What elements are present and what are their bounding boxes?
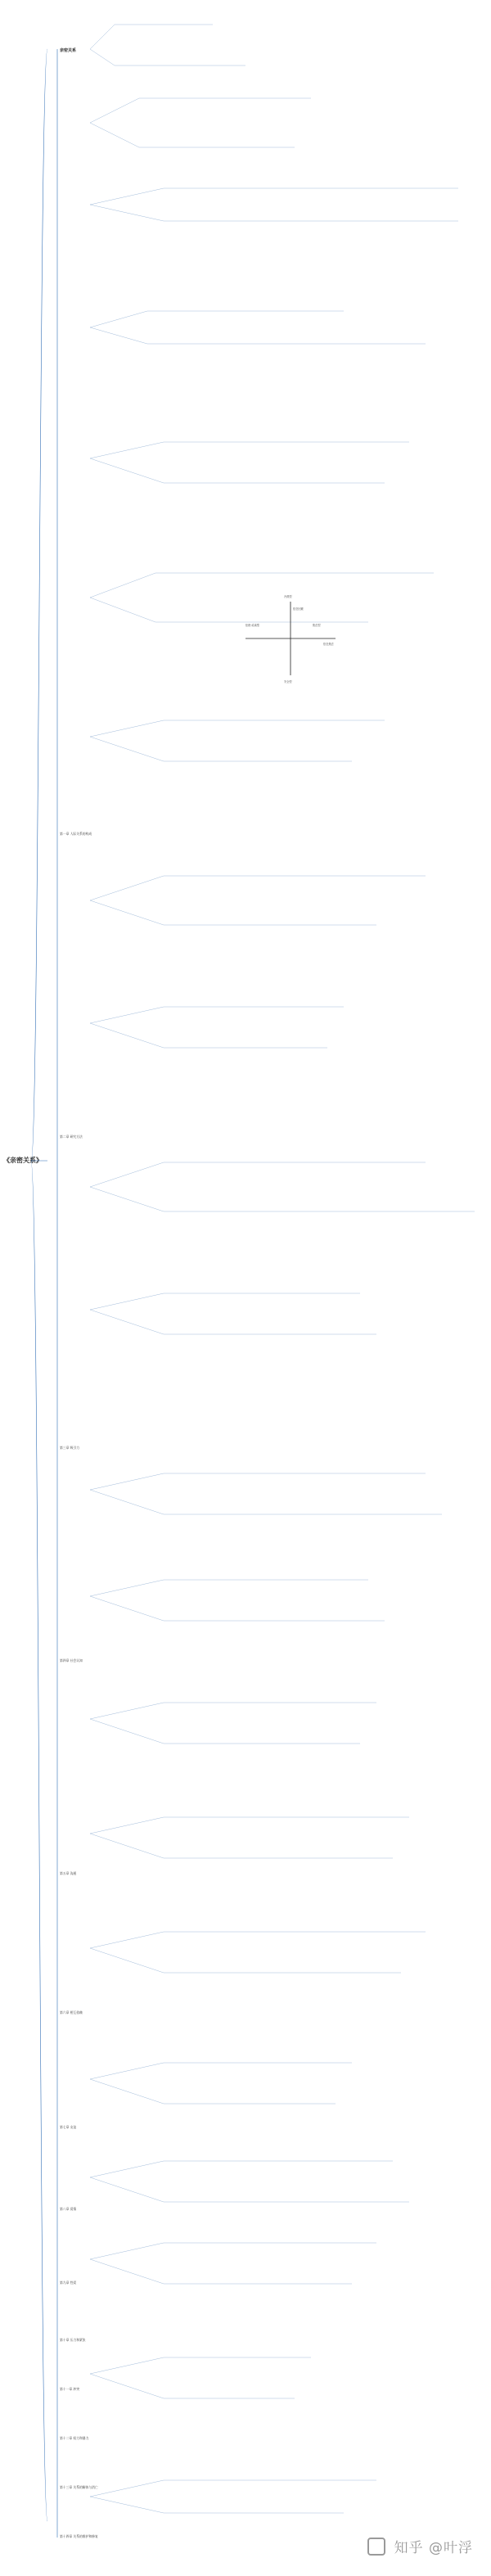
svg-text:第八章 爱情: 第八章 爱情 xyxy=(60,2207,77,2211)
svg-text:第十四章 关系的维护和修复: 第十四章 关系的维护和修复 xyxy=(60,2534,98,2538)
section-chapter-13[interactable] xyxy=(60,2485,98,2489)
diagram-right-label: 焦虑型 xyxy=(313,624,321,627)
svg-text:第十二章 权力和暴力: 第十二章 权力和暴力 xyxy=(60,2436,89,2440)
diagram-top-label: 冷漠型 xyxy=(284,595,292,598)
section-chapter-2[interactable] xyxy=(60,1135,83,1139)
svg-text:第四章 社会认知: 第四章 社会认知 xyxy=(60,1658,83,1662)
svg-text:第一章 人际关系的构成: 第一章 人际关系的构成 xyxy=(60,832,92,836)
diagram-axis-x: 依恋焦虑 xyxy=(323,643,334,646)
diagram-bottom-label: 安全型 xyxy=(284,680,292,683)
svg-text:第五章 沟通: 第五章 沟通 xyxy=(60,1871,77,1875)
zhihu-icon xyxy=(367,2538,385,2556)
svg-text:第十一章 冲突: 第十一章 冲突 xyxy=(60,2387,79,2391)
section-chapter-9[interactable] xyxy=(60,2281,76,2285)
sub-branches xyxy=(90,25,475,2513)
svg-text:第三章 吸引力: 第三章 吸引力 xyxy=(60,1446,79,1450)
section-chapter-1[interactable] xyxy=(60,832,92,836)
diagram-left-label: 拒绝·疏离型 xyxy=(246,624,259,627)
section-chapter-14[interactable] xyxy=(60,2534,98,2538)
svg-text:第六章 相互依赖: 第六章 相互依赖 xyxy=(60,2010,83,2014)
section-chapter-6[interactable] xyxy=(60,2010,83,2014)
svg-text:第十章 压力和紧张: 第十章 压力和紧张 xyxy=(60,2338,86,2342)
svg-text:第九章 性爱: 第九章 性爱 xyxy=(60,2281,77,2285)
attachment-diagram xyxy=(246,594,336,683)
section-chapter-5[interactable] xyxy=(60,1871,76,1875)
section-chapter-4[interactable] xyxy=(60,1658,83,1662)
svg-text:第二章 研究方法: 第二章 研究方法 xyxy=(60,1135,83,1139)
root-title: 《亲密关系》 xyxy=(3,1157,43,1164)
root-node[interactable] xyxy=(3,1156,43,1164)
section-chapter-10[interactable] xyxy=(60,2338,86,2342)
section-chapter-8[interactable] xyxy=(60,2207,76,2211)
section-chapter-11[interactable] xyxy=(60,2387,79,2391)
diagram-axis-y: 依恋回避 xyxy=(293,607,304,611)
section-intimacy[interactable] xyxy=(60,47,76,53)
svg-text:第七章 友谊: 第七章 友谊 xyxy=(60,2125,77,2129)
watermark-text: 知乎 @叶浮 xyxy=(394,2540,473,2556)
section-chapter-3[interactable] xyxy=(60,1446,79,1450)
section-chapter-12[interactable] xyxy=(60,2436,89,2440)
svg-text:亲密关系: 亲密关系 xyxy=(60,48,77,53)
watermark xyxy=(367,2536,473,2556)
svg-text:第十三章 关系的解体与消亡: 第十三章 关系的解体与消亡 xyxy=(60,2485,98,2489)
section-chapter-7[interactable] xyxy=(60,2125,76,2129)
